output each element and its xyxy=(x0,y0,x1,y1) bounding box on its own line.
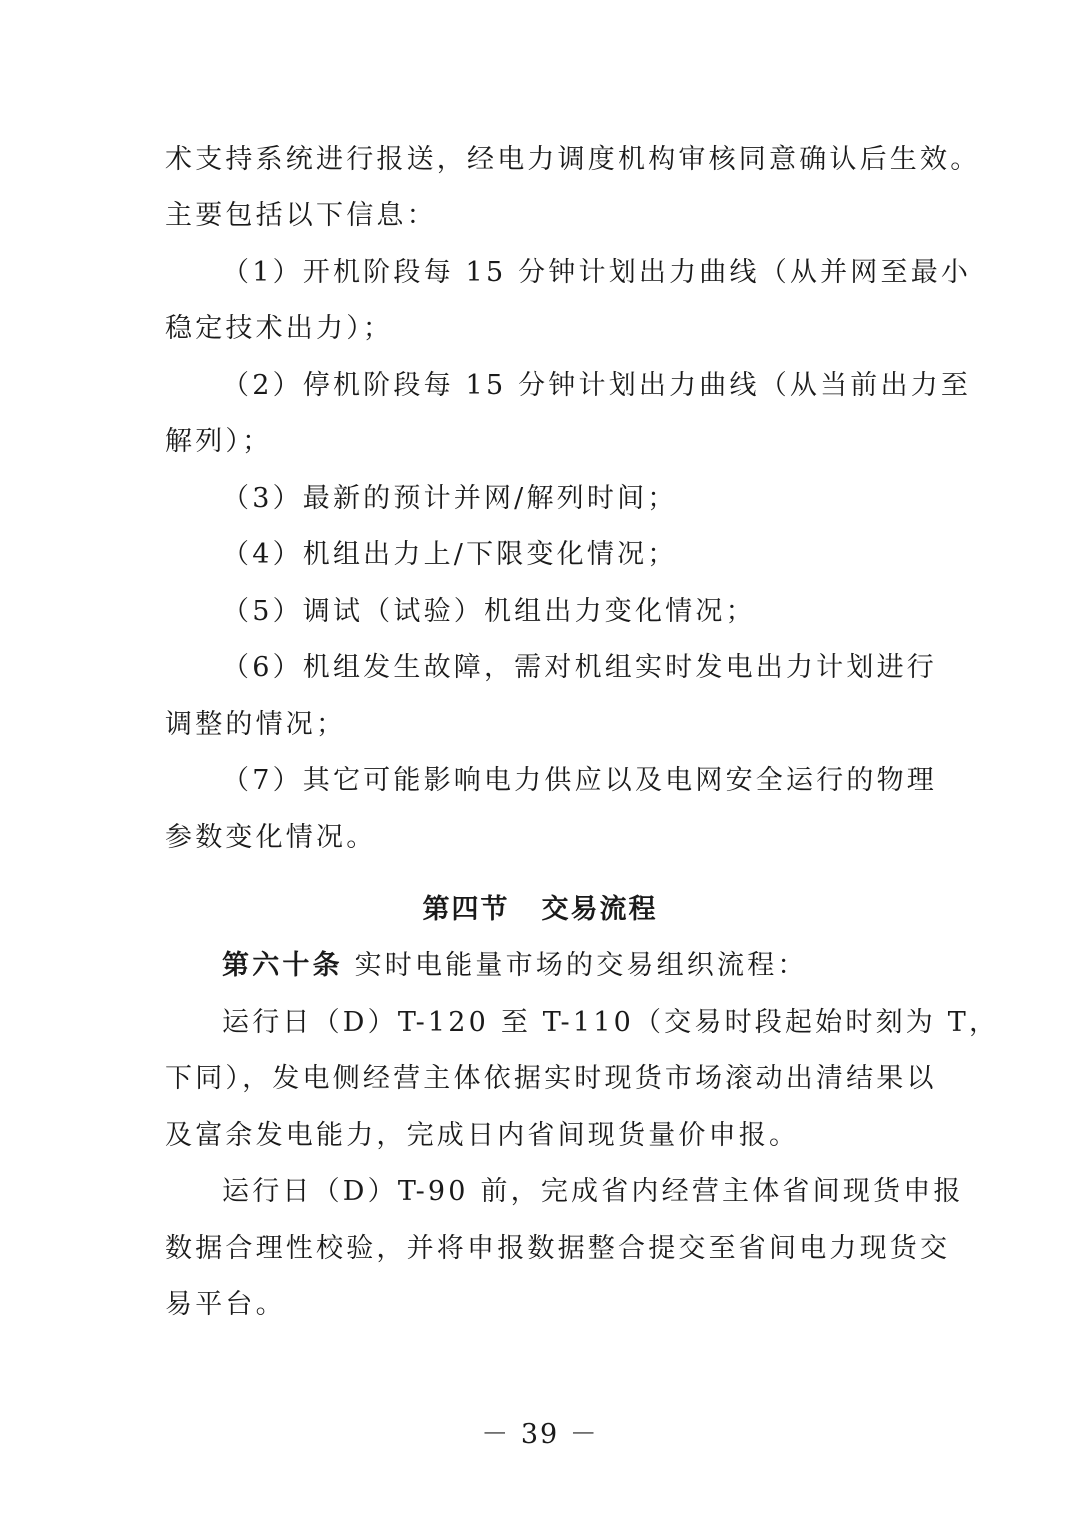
list-item-2: （2）停机阶段每 15 分钟计划出力曲线（从当前出力至 xyxy=(222,370,972,401)
paragraph-line: 及富余发电能力，完成日内省间现货量价申报。 xyxy=(165,1120,800,1151)
paragraph-line: 术支持系统进行报送，经电力调度机构审核同意确认后生效。 xyxy=(165,144,981,175)
page-number: － 39 － xyxy=(481,1419,599,1450)
list-item-7-cont: 参数变化情况。 xyxy=(165,822,377,853)
list-item-5: （5）调试（试验）机组出力变化情况； xyxy=(222,596,756,627)
section-title: 交易流程 xyxy=(541,894,658,925)
paragraph-line: 下同），发电侧经营主体依据实时现货市场滚动出清结果以 xyxy=(165,1063,937,1094)
paragraph-line: 运行日（D）T-90 前，完成省内经营主体省间现货申报 xyxy=(222,1176,964,1207)
list-item-1-cont: 稳定技术出力）； xyxy=(165,313,394,344)
article-text: 实时电能量市场的交易组织流程： xyxy=(354,950,808,981)
article-number: 第六十条 xyxy=(222,950,343,981)
list-item-3: （3）最新的预计并网/解列时间； xyxy=(222,483,678,514)
article-line xyxy=(222,946,808,986)
list-item-1: （1）开机阶段每 15 分钟计划出力曲线（从并网至最小 xyxy=(222,257,972,288)
list-item-7: （7）其它可能影响电力供应以及电网安全运行的物理 xyxy=(222,765,937,796)
list-item-2-cont: 解列）； xyxy=(165,426,273,457)
paragraph-line: 数据合理性校验，并将申报数据整合提交至省间电力现货交 xyxy=(165,1233,951,1264)
paragraph-line: 主要包括以下信息： xyxy=(165,200,437,231)
section-number: 第四节 xyxy=(422,894,510,925)
list-item-4: （4）机组出力上/下限变化情况； xyxy=(222,539,678,570)
paragraph-line: 易平台。 xyxy=(165,1289,286,1320)
paragraph-line: 运行日（D）T-120 至 T-110（交易时段起始时刻为 T， xyxy=(222,1007,1000,1038)
list-item-6: （6）机组发生故障，需对机组实时发电出力计划进行 xyxy=(222,652,937,683)
list-item-6-cont: 调整的情况； xyxy=(165,709,347,740)
section-heading xyxy=(0,890,1080,930)
